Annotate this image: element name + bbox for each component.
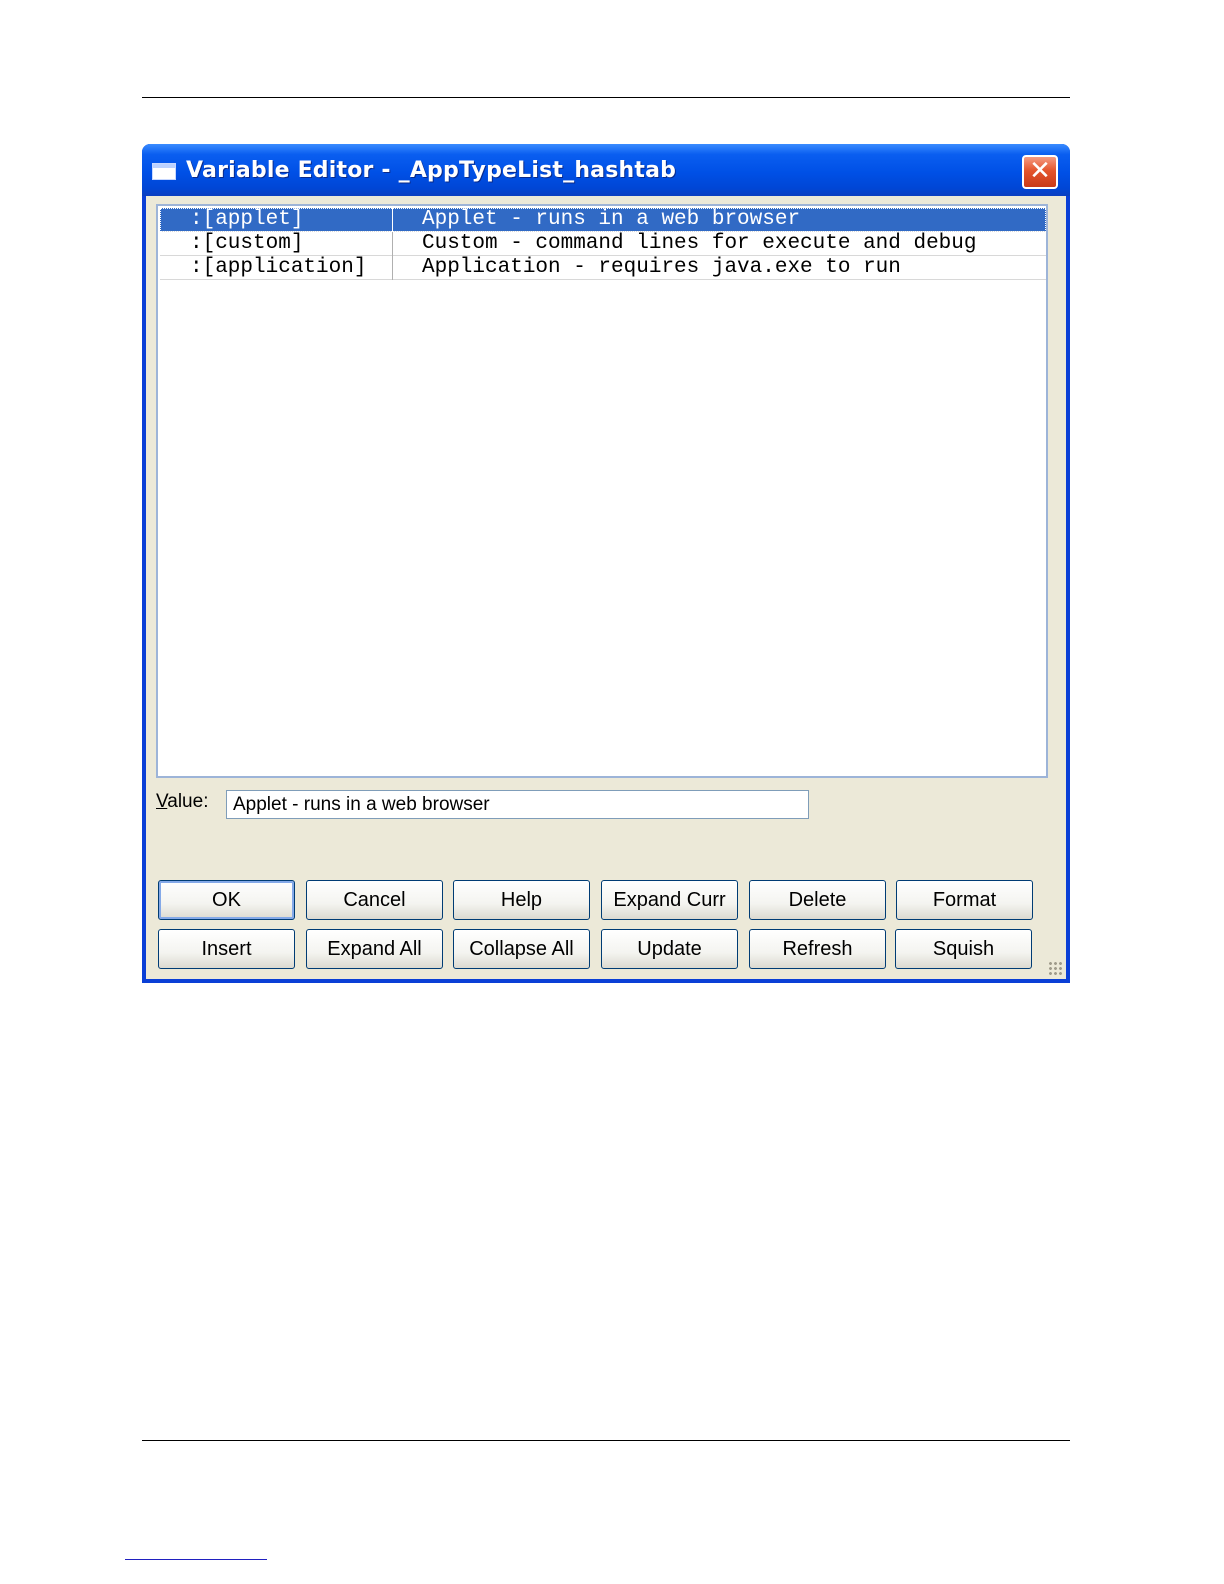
footer-link-underline — [125, 1559, 267, 1560]
row-key: :[custom] — [190, 232, 304, 255]
title-bar[interactable] — [142, 144, 1070, 196]
help-button[interactable]: Help — [453, 880, 590, 920]
ok-button[interactable]: OK — [158, 880, 295, 920]
list-row-custom[interactable] — [160, 232, 1046, 256]
update-button[interactable]: Update — [601, 929, 738, 969]
resize-grip-icon[interactable] — [1048, 961, 1064, 977]
window-icon — [152, 163, 176, 180]
page-footer-rule — [142, 1440, 1070, 1441]
value-label — [156, 791, 208, 813]
column-divider — [392, 208, 393, 232]
refresh-button[interactable]: Refresh — [749, 929, 886, 969]
row-value: Custom - command lines for execute and debug — [422, 232, 977, 255]
collapse-all-button[interactable]: Collapse All — [453, 929, 590, 969]
column-divider — [392, 256, 393, 280]
expand-curr-button[interactable]: Expand Curr — [601, 880, 738, 920]
page-header-rule — [142, 97, 1070, 98]
row-key: :[application] — [190, 256, 367, 279]
variable-editor-window — [142, 144, 1070, 983]
column-divider — [392, 232, 393, 256]
window-title: Variable Editor - _AppTypeList_hashtab — [186, 158, 677, 183]
cancel-button[interactable]: Cancel — [306, 880, 443, 920]
list-row-applet[interactable] — [160, 208, 1046, 232]
list-row-application[interactable] — [160, 256, 1046, 280]
variable-list[interactable] — [156, 204, 1048, 778]
close-button[interactable]: ✕ — [1022, 155, 1058, 189]
expand-all-button[interactable]: Expand All — [306, 929, 443, 969]
value-label-text: alue: — [167, 791, 209, 812]
value-input[interactable] — [226, 790, 809, 819]
row-key: :[applet] — [190, 208, 304, 231]
delete-button[interactable]: Delete — [749, 880, 886, 920]
row-value: Application - requires java.exe to run — [422, 256, 901, 279]
squish-button[interactable]: Squish — [895, 929, 1032, 969]
dialog-client-area — [146, 196, 1066, 979]
insert-button[interactable]: Insert — [158, 929, 295, 969]
value-label-accel: V — [156, 791, 168, 812]
format-button[interactable]: Format — [896, 880, 1033, 920]
row-value: Applet - runs in a web browser — [422, 208, 801, 231]
